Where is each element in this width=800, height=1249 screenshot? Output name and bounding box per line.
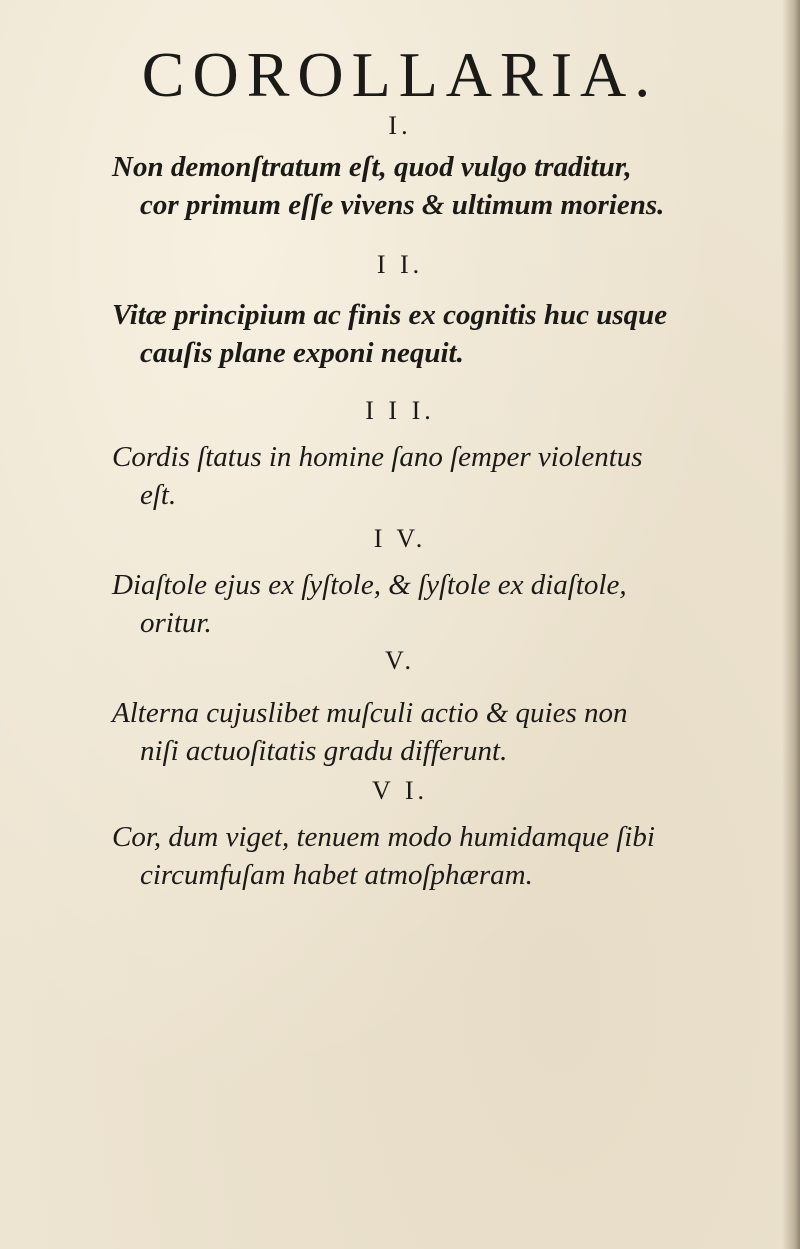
corollary-5-line-2: niſi actuoſitatis gradu differunt.: [140, 735, 508, 767]
corollary-5-line-1: Alterna cujuslibet muſculi actio & quies non: [112, 697, 628, 729]
corollary-1-line-2: cor primum eſſe vivens & ultimum moriens.: [140, 189, 665, 221]
page-title: COROLLARIA.: [141, 39, 659, 110]
corollary-numeral-5: V.: [385, 646, 415, 675]
corollary-text-5: [112, 694, 752, 770]
corollary-numeral-6: V I.: [372, 776, 428, 805]
corollary-4-line-2: oritur.: [140, 607, 212, 639]
corollary-3-line-2: eſt.: [140, 479, 177, 511]
corollary-numeral-4: I V.: [373, 524, 427, 553]
corollary-6-line-1: Cor, dum viget, tenuem modo humidamque ſibi: [112, 821, 655, 853]
corollary-numeral-3: I I I.: [365, 396, 435, 425]
corollary-6-line-2: circumfuſam habet atmoſphæram.: [140, 859, 533, 891]
page-edge-shadow: [782, 0, 800, 1249]
corollary-2-line-2: cauſis plane exponi nequit.: [140, 337, 464, 369]
corollary-numeral-1: I.: [388, 111, 412, 140]
corollary-text-1: [112, 148, 752, 224]
corollary-text-2: [112, 296, 752, 372]
corollary-1-line-1: Non demonſtratum eſt, quod vulgo traditur,: [112, 151, 632, 183]
corollary-numeral-2: I I.: [376, 250, 424, 279]
corollary-text-4: [112, 566, 752, 642]
corollary-3-line-1: Cordis ſtatus in homine ſano ſemper violentus: [112, 441, 643, 473]
corollary-text-3: [112, 438, 752, 514]
corollary-2-line-1: Vitæ principium ac finis ex cognitis huc usque: [112, 299, 668, 331]
corollary-text-6: [112, 818, 752, 894]
corollary-4-line-1: Diaſtole ejus ex ſyſtole, & ſyſtole ex diaſtole,: [112, 569, 627, 601]
